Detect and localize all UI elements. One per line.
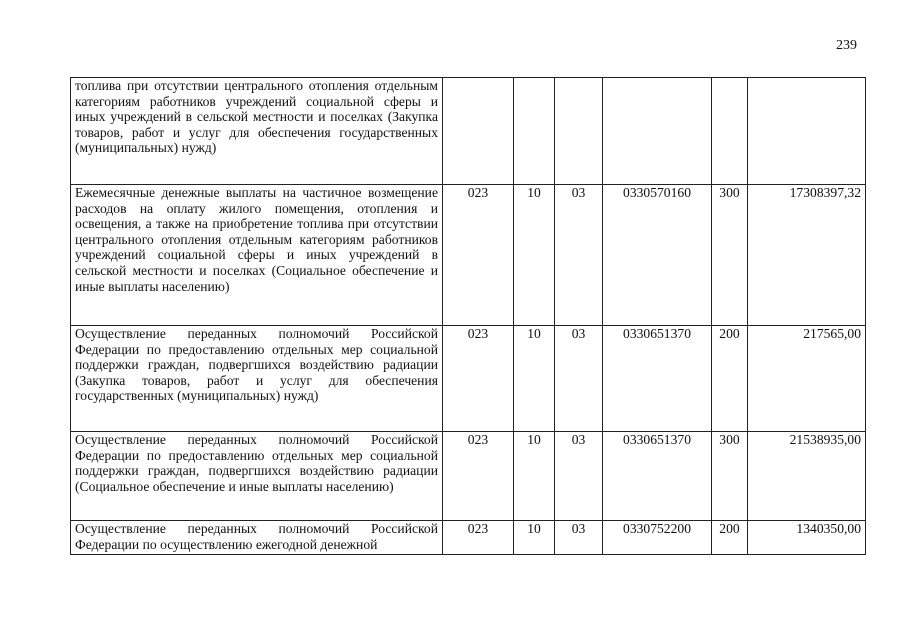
subsection-code: [555, 78, 603, 185]
subsection-code: 03: [555, 432, 603, 521]
budget-table: [70, 77, 866, 555]
subsection-code: 03: [555, 185, 603, 326]
row-description: Осуществление переданных полномочий Российской Федерации по осуществлению ежегодной денежной: [71, 521, 443, 555]
target-article-code: 0330752200: [603, 521, 712, 555]
target-article-code: 0330651370: [603, 326, 712, 432]
section-code: [514, 78, 555, 185]
section-code: 10: [514, 185, 555, 326]
page-number: 239: [836, 38, 857, 53]
row-description: Ежемесячные денежные выплаты на частичное возмещение расходов на оплату жилого помещения, отопления и освещения, а также на приобретение топлива при отсутствии центрального отопления отдельным категориям работников учреждений социальной сферы и иных учреждений в сельской местности и поселках (Социальное обеспечение и иные выплаты населению): [71, 185, 443, 326]
amount-value: 17308397,32: [748, 185, 866, 326]
table-row: [71, 326, 866, 432]
expense-type-code: 300: [712, 185, 748, 326]
expense-type-code: 200: [712, 521, 748, 555]
ministry-code: 023: [443, 326, 514, 432]
subsection-code: 03: [555, 326, 603, 432]
ministry-code: 023: [443, 185, 514, 326]
section-code: 10: [514, 521, 555, 555]
row-description: топлива при отсутствии центрального отопления отдельным категориям работников учреждений социальной сферы и иных учреждений в сельской местности и поселках (Закупка товаров, работ и услуг для обеспечения государственных (муниципальных) нужд): [71, 78, 443, 185]
ministry-code: 023: [443, 521, 514, 555]
ministry-code: 023: [443, 432, 514, 521]
table-row: [71, 521, 866, 555]
target-article-code: [603, 78, 712, 185]
amount-value: 1340350,00: [748, 521, 866, 555]
row-description: Осуществление переданных полномочий Российской Федерации по предоставлению отдельных мер социальной поддержки граждан, подвергшихся воздействию радиации (Социальное обеспечение и иные выплаты населению): [71, 432, 443, 521]
expense-type-code: 200: [712, 326, 748, 432]
subsection-code: 03: [555, 521, 603, 555]
section-code: 10: [514, 432, 555, 521]
expense-type-code: [712, 78, 748, 185]
table-row: [71, 78, 866, 185]
table-row: [71, 185, 866, 326]
amount-value: 21538935,00: [748, 432, 866, 521]
table-row: [71, 432, 866, 521]
amount-value: 217565,00: [748, 326, 866, 432]
amount-value: [748, 78, 866, 185]
row-description: Осуществление переданных полномочий Российской Федерации по предоставлению отдельных мер социальной поддержки граждан, подвергшихся воздействию радиации (Закупка товаров, работ и услуг для обеспечения государственных (муниципальных) нужд): [71, 326, 443, 432]
target-article-code: 0330651370: [603, 432, 712, 521]
ministry-code: [443, 78, 514, 185]
section-code: 10: [514, 326, 555, 432]
target-article-code: 0330570160: [603, 185, 712, 326]
expense-type-code: 300: [712, 432, 748, 521]
